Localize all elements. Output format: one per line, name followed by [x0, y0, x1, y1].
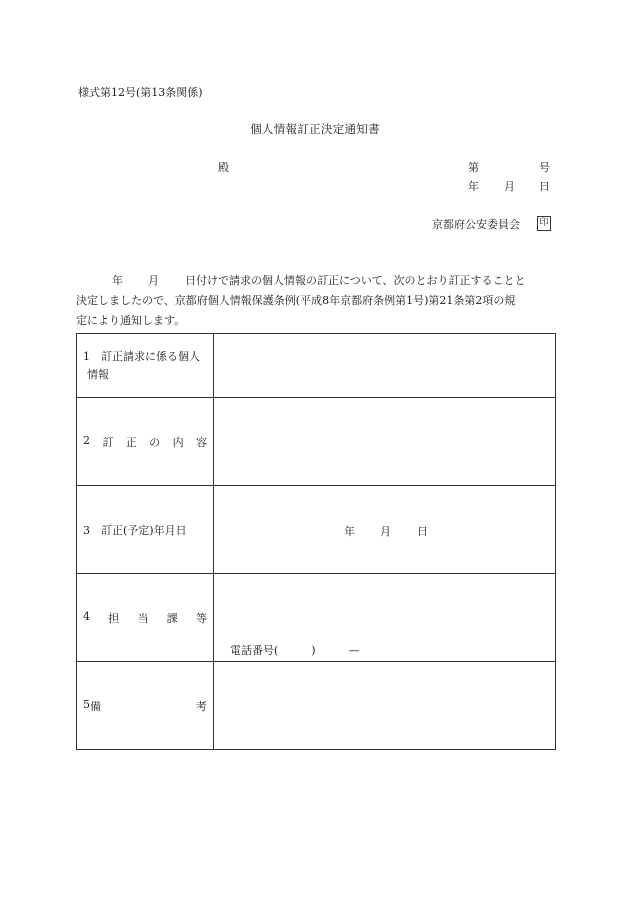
value-correction-content[interactable]: [214, 398, 556, 486]
label-correction-content: [77, 398, 214, 486]
label-char: 正: [125, 435, 137, 449]
row-number: 5: [83, 697, 90, 711]
label-remarks: [77, 662, 214, 750]
seal-stamp: 印: [537, 216, 551, 231]
label-char: 当: [137, 611, 149, 625]
body-line-1: [76, 271, 558, 291]
label-char: の: [149, 435, 161, 449]
label-text: 訂正請求に係る個人: [101, 349, 200, 363]
issuer-name: 京都府公安委員会: [432, 218, 520, 231]
row-number: 1: [83, 349, 90, 363]
label-char: 容: [195, 435, 207, 449]
body-line-2: 決定しましたので、京都府個人情報保護条例(平成8年京都府条例第1号)第21条第2項の規: [76, 294, 516, 307]
issue-date-month: 月: [504, 180, 515, 193]
label-char: 担: [108, 611, 120, 625]
table-row: [77, 662, 556, 750]
row-number: 4: [83, 609, 90, 623]
label-personal-info: [77, 334, 214, 398]
reference-number-prefix: 第: [468, 161, 479, 174]
value-personal-info[interactable]: [214, 334, 556, 398]
label-char: 内: [172, 435, 184, 449]
notice-body: [76, 271, 558, 331]
table-row: [77, 334, 556, 398]
body-line-3: 定により通知します。: [76, 314, 186, 327]
body-line-1-text: 日付けで請求の個人情報の訂正について、次のとおり訂正することと: [185, 274, 526, 287]
body-year: 年: [112, 274, 123, 287]
document-title: 個人情報訂正決定通知書: [250, 122, 380, 136]
label-char: 課: [166, 611, 178, 625]
reference-number-suffix: 号: [539, 161, 550, 174]
form-number: 様式第12号(第13条関係): [78, 86, 203, 99]
label-char: 等: [196, 611, 207, 625]
date-year: 年: [344, 525, 355, 538]
label-text-2: 情報: [87, 367, 109, 381]
label-char: 考: [196, 699, 207, 713]
value-department[interactable]: [214, 574, 556, 662]
correction-details-table: [76, 333, 556, 750]
issue-date-day: 日: [539, 180, 550, 193]
table-row: [77, 398, 556, 486]
phone-number-field[interactable]: 電話番号( ) —: [230, 644, 360, 657]
label-department: [77, 574, 214, 662]
label-char: 訂: [102, 435, 114, 449]
issue-date-year: 年: [468, 180, 479, 193]
row-number: 3: [83, 523, 90, 537]
addressee-honorific: 殿: [218, 161, 229, 174]
label-char: 備: [90, 699, 101, 713]
date-month: 月: [380, 525, 391, 538]
row-number: 2: [83, 433, 90, 447]
table-row: [77, 486, 556, 574]
label-text: 訂正(予定)年月日: [101, 523, 187, 537]
label-correction-date: [77, 486, 214, 574]
body-month: 月: [148, 274, 159, 287]
table-row: [77, 574, 556, 662]
date-day: 日: [417, 525, 428, 538]
value-correction-date[interactable]: [214, 486, 556, 574]
value-remarks[interactable]: [214, 662, 556, 750]
